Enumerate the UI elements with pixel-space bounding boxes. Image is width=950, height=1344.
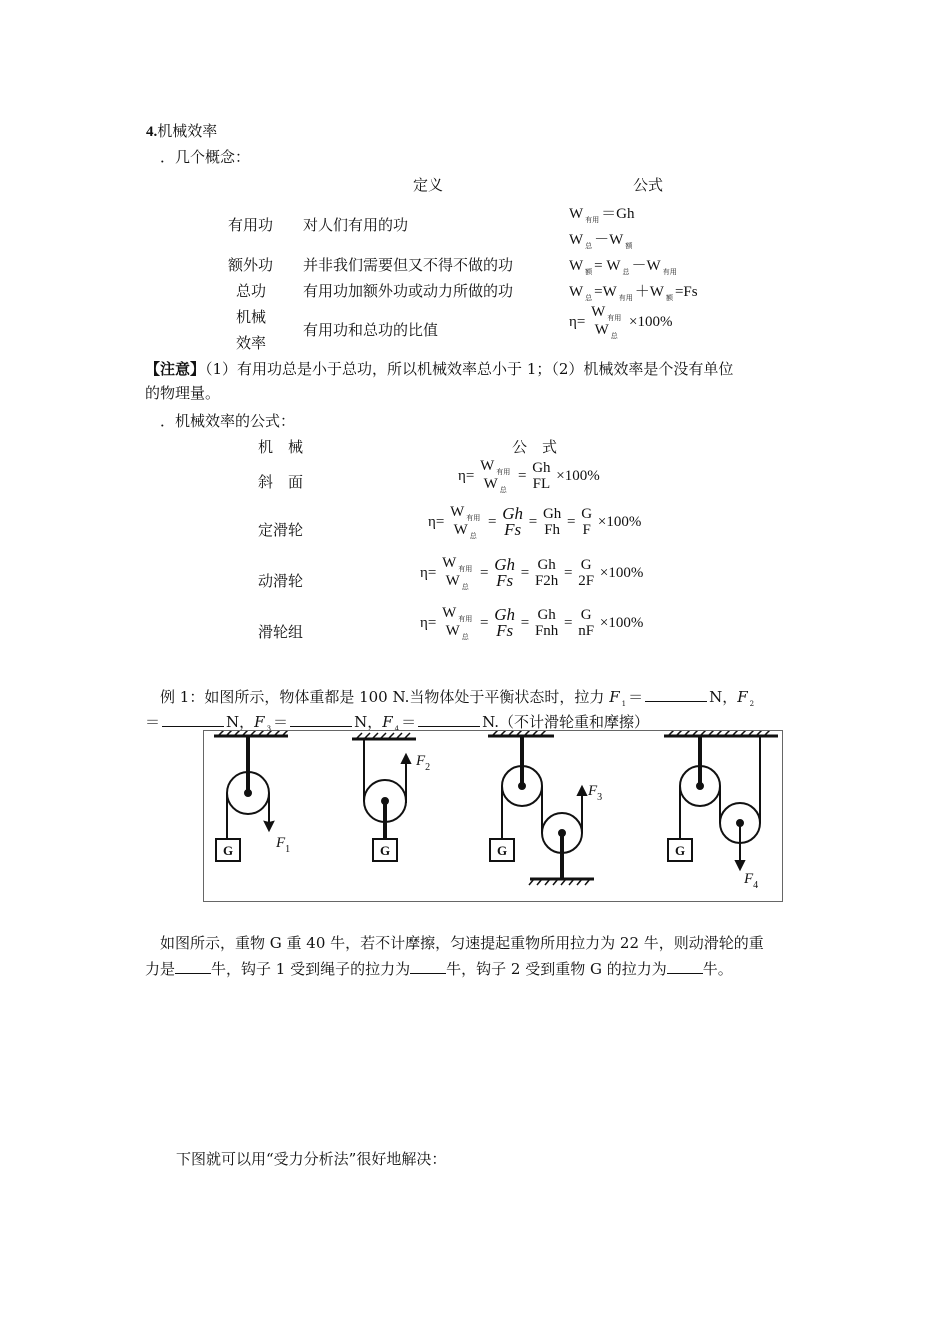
concepts-heading: ．几个概念： <box>160 148 251 166</box>
weight-label-1: G <box>222 843 234 858</box>
closing-text: 下图就可以用“受力分析法”很好地解决： <box>176 1150 447 1168</box>
section-title: 4.机械效率 <box>146 122 218 140</box>
force-label-f3: $F_3$ <box>588 783 603 803</box>
weight-label-4: G <box>674 843 686 858</box>
table2-header-machine: 机 械 <box>258 438 304 456</box>
force-label-f4: $F_4$ <box>744 871 759 891</box>
formula-useful-work-2: W $_总$ －W $_额$ <box>569 232 633 250</box>
setup-2-movable-pulley <box>352 733 416 861</box>
formula-total-work: W $_总$ =W $_{有用}$ ＋W $_额$ =Fs <box>569 284 698 302</box>
machine-pulley-block: 滑轮组 <box>258 623 304 641</box>
term-efficiency-line1: 机械 <box>236 308 267 326</box>
problem2-line2: 力是 牛，钩子 1 受到绳子的拉力为 牛，钩子 2 受到重物 G 的拉力为 牛。 <box>145 960 733 978</box>
def-efficiency: 有用功和总功的比值 <box>303 321 439 339</box>
machine-movable-pulley: 动滑轮 <box>258 572 304 590</box>
setup-3-pulley-pair <box>488 731 594 885</box>
note-line1: 【注意】（1）有用功总是小于总功，所以机械效率总小于 1；（2）机械效率是个没有单位 <box>145 360 734 378</box>
example1-line2: ＝ N，F $_3$ ＝ N，F $_4$ ＝ N.（不计滑轮重和摩擦） <box>145 713 650 733</box>
note-line2: 的物理量。 <box>145 384 221 402</box>
table1-header-formula: 公式 <box>633 176 664 194</box>
pulley-diagram <box>204 731 782 901</box>
term-efficiency-line2: 效率 <box>236 334 267 352</box>
formula-extra-work: W $_额$ = W $_总$ －W $_{有用}$ <box>569 258 677 276</box>
formula-movable-pulley: η= W $_{有用}$ W $_总$ = Gh Fs = Gh F2h = G 2F ×100% <box>420 555 644 591</box>
weight-label-3: G <box>496 843 508 858</box>
example1-line1: 例 1：如图所示，物体重都是 100 N.当物体处于平衡状态时，拉力 F $_1$ ＝ N，F $_2$ <box>160 688 755 708</box>
formula-efficiency: η= W $_{有用}$ W $_总$ ×100% <box>569 304 673 340</box>
machine-fixed-pulley: 定滑轮 <box>258 521 304 539</box>
table2-header-formula: 公 式 <box>512 438 558 456</box>
pulley-figure <box>203 730 783 902</box>
term-useful-work: 有用功 <box>228 216 274 234</box>
problem2-line1: 如图所示，重物 G 重 40 牛，若不计摩擦，匀速提起重物所用拉力为 22 牛，则动滑轮的重 <box>160 934 764 952</box>
def-total-work: 有用功加额外功或动力所做的功 <box>303 282 514 300</box>
weight-label-2: G <box>379 843 391 858</box>
formula-fixed-pulley: η= W $_{有用}$ W $_总$ = Gh Fs = Gh Fh = G F ×100% <box>428 504 642 540</box>
machine-incline: 斜 面 <box>258 473 304 491</box>
term-total-work: 总功 <box>236 282 267 300</box>
table1-header-definition: 定义 <box>413 176 444 194</box>
formula-useful-work-1: W $_{有用}$ ＝Gh <box>569 206 635 224</box>
formula-pulley-block: η= W $_{有用}$ W $_总$ = Gh Fs = Gh Fnh = G nF ×100% <box>420 605 644 641</box>
force-label-f1: $F_1$ <box>276 835 291 855</box>
formula-heading: ．机械效率的公式： <box>160 412 296 430</box>
formula-incline: η= W $_{有用}$ W $_总$ = Gh FL ×100% <box>458 458 600 494</box>
force-label-f2: $F_2$ <box>416 753 431 773</box>
def-useful-work: 对人们有用的功 <box>303 216 409 234</box>
term-extra-work: 额外功 <box>228 256 274 274</box>
def-extra-work: 并非我们需要但又不得不做的功 <box>303 256 514 274</box>
